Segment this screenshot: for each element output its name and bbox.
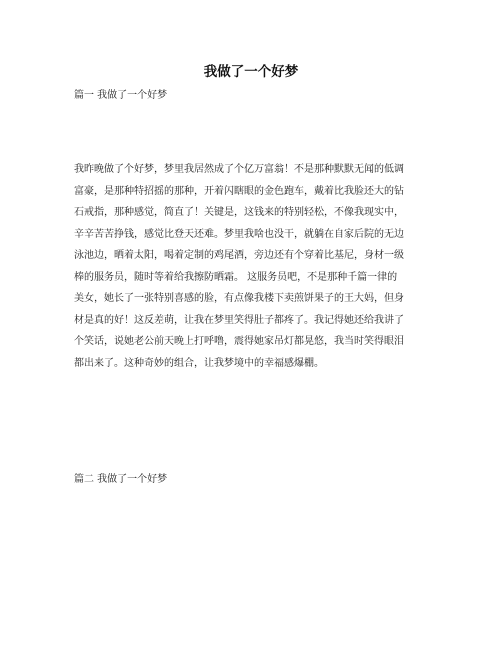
section-1-body xyxy=(74,159,428,374)
section-heading-1: 篇一 我做了一个好梦 xyxy=(74,90,168,101)
body-line-10: 都出来了。这种奇妙的组合，让我梦境中的幸福感爆棚。 xyxy=(74,357,324,369)
body-line-3: 石戒指，那种感觉，简直了！关键是，这钱来的特别轻松，不像我现实中， xyxy=(74,207,404,218)
body-line-6: 棒的服务员，随时等着给我擦防晒霜。 这服务员吧，不是那种千篇一律的 xyxy=(74,271,398,283)
body-line-8: 材是真的好！这反差萌，让我在梦里笑得肚子都疼了。我记得她还给我讲了 xyxy=(74,314,404,326)
body-line-5: 泳池边，晒着太阳，喝着定制的鸡尾酒，旁边还有个穿着比基尼，身材一级 xyxy=(74,250,404,261)
body-line-2: 富豪，是那种特招摇的那种，开着闪瞎眼的金色跑车，戴着比我脸还大的钻 xyxy=(74,185,404,197)
body-line-1: 我昨晚做了个好梦，梦里我居然成了个亿万富翁！不是那种默默无闻的低调 xyxy=(74,164,404,175)
section-heading-2: 篇二 我做了一个好梦 xyxy=(74,474,168,485)
body-line-9: 个笑话，说她老公前天晚上打呼噜，震得她家吊灯都晃悠，我当时笑得眼泪 xyxy=(74,336,404,347)
document-title: 我做了一个好梦 xyxy=(203,64,299,80)
body-line-4: 辛辛苦苦挣钱，感觉比登天还难。梦里我啥也没干，就躺在自家后院的无边 xyxy=(74,228,404,240)
body-line-7: 美女，她长了一张特别喜感的脸，有点像我楼下卖煎饼果子的王大妈，但身 xyxy=(74,293,404,304)
